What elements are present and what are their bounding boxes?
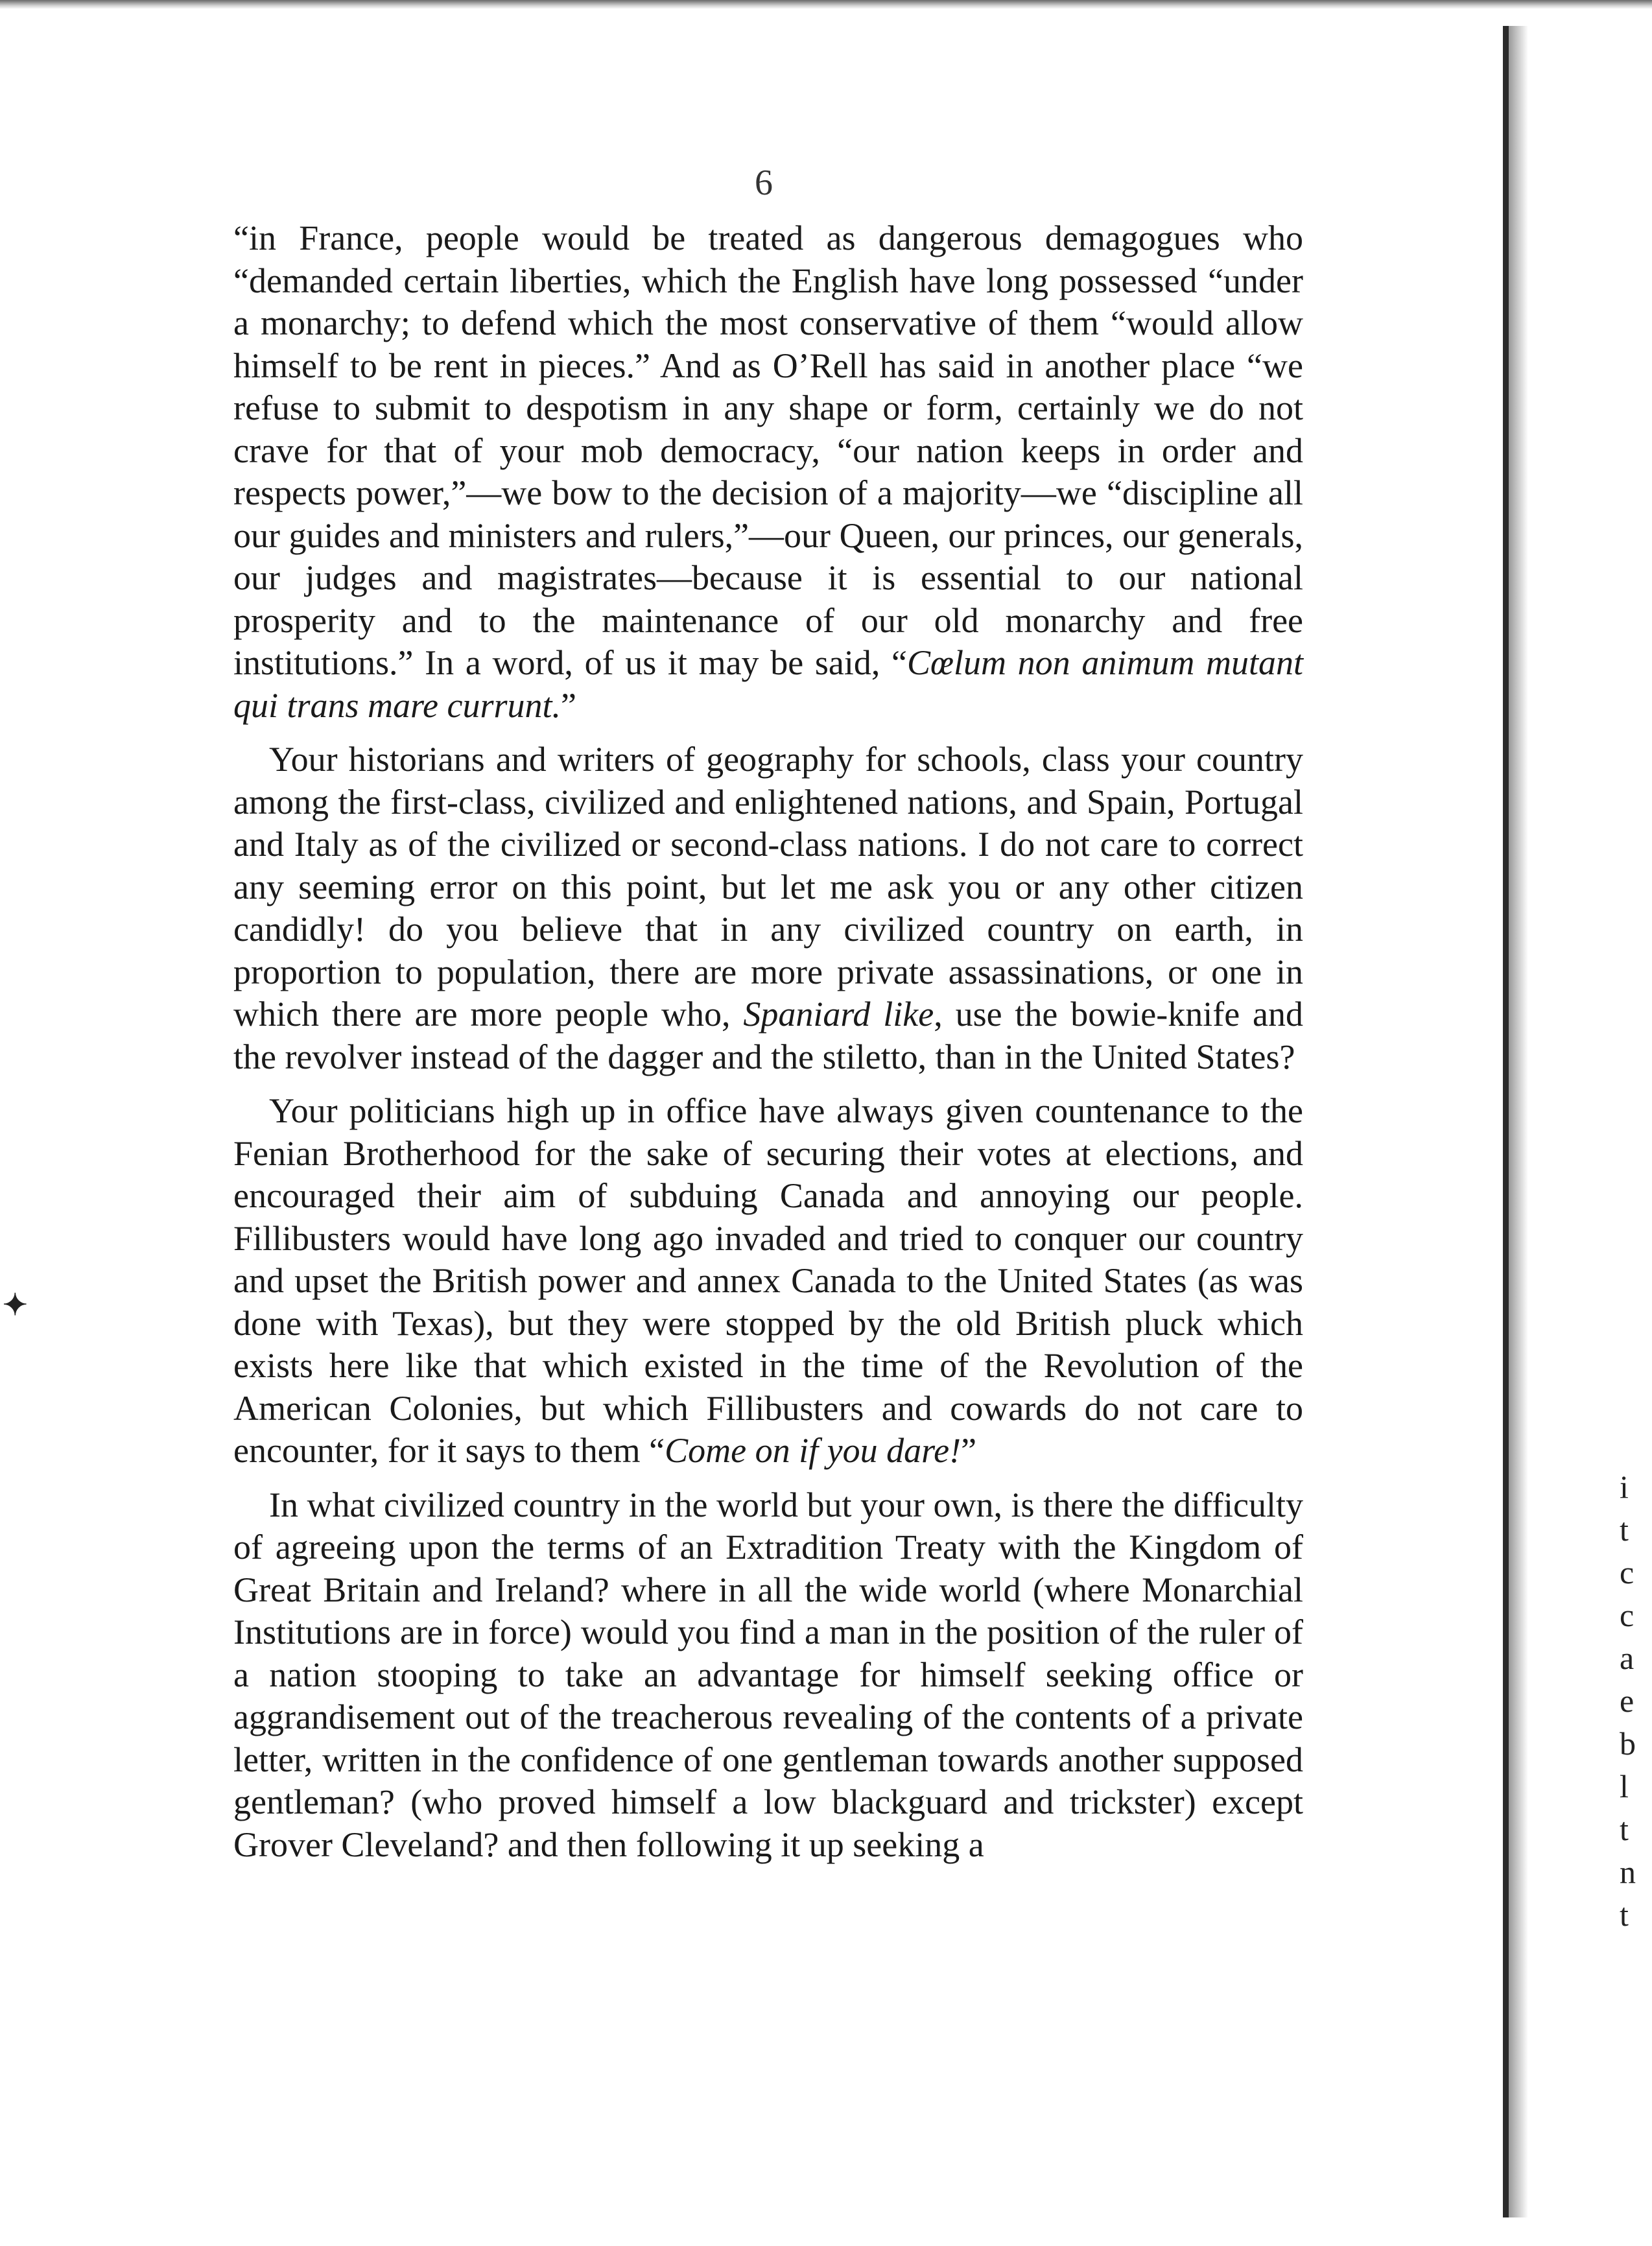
adjacent-page-letter: c [1620,1554,1634,1590]
paragraph [233,1090,1303,1472]
italic-phrase: Cœlum non animum mutant qui trans mare currunt. [233,643,1303,725]
book-spine [1503,26,1509,2217]
adjacent-page-letter: i [1620,1469,1629,1505]
adjacent-page-letter: e [1620,1683,1634,1719]
paragraph-text: In what civilized country in the world but your own, is there the difficulty of agreeing upon the terms of an Extradition Treaty with the Kingdom of Great Britain and Ireland? where in all the wide world (where Monarchial Institutions are in force) would you find a man in the position of the ruler of a nation stooping to take an advantage for himself seeking office or aggrandisement out of the treacherous revealing of the contents of a private letter, written in the confidence of one gentleman towards another supposed gentleman? (who proved himself a low blackguard and trickster) except Grover Cleveland? and then following it up seeking a [233,1485,1303,1864]
adjacent-page-letter: b [1620,1725,1636,1762]
paragraph-text: , use the bowie-knife and the revolver instead of the dagger and the stiletto, than in the United States? [233,995,1303,1076]
paragraph-text: “in France, people would be treated as dangerous demagogues who “demanded certain liberties, which the English have long possessed “under a monarchy; to defend which the most conservative of them “would allow himself to be rent in pieces.” And as O’Rell has said in another place “we refuse to submit to despotism in any shape or form, certainly we do not crave for that of your mob democracy, “our nation keeps in order and respects power,”—we bow to the decision of a majority—we “discipline all our guides and ministers and rulers,”—our Queen, our princes, our generals, our judges and magistrates—because it is essential to our national prosperity and to the maintenance of our old monarchy and free institutions.” In a word, of us it may be said, “ [233,219,1303,682]
adjacent-page-fragments [1620,1465,1652,1936]
paragraph [233,739,1303,1078]
page-top-edge [0,0,1652,9]
left-margin-mark: ✦ [3,1288,28,1321]
adjacent-page-letter: a [1620,1640,1634,1676]
adjacent-page-letter: l [1620,1768,1629,1804]
adjacent-page-letter: t [1620,1897,1629,1933]
paragraph-text: ” [961,1431,977,1470]
book-gutter-shadow [1509,26,1528,2217]
paragraph [233,1484,1303,1867]
adjacent-page-letter: t [1620,1811,1629,1847]
paragraph [233,217,1303,727]
page-number: 6 [755,163,773,203]
italic-phrase: Spaniard like [743,995,934,1034]
body-text [233,217,1303,1878]
italic-phrase: Come on if you dare! [665,1431,962,1470]
paragraph-text: Your politicians high up in office have always given countenance to the Fenian Brotherhood for the sake of securing their votes at elections, and encouraged their aim of subduing Canada and annoying our people. Fillibusters would have long ago invaded and tried to conquer our country and upset the British power and annex Canada to the United States (as was done with Texas), but they were stopped by the old British pluck which exists here like that which existed in the time of the Revolution of the American Colonies, but which Fillibusters and cowards do not care to encounter, for it says to them “ [233,1091,1303,1470]
adjacent-page-letter: t [1620,1511,1629,1548]
paragraph-text: ” [561,685,576,725]
paragraph-text: Your historians and writers of geography for schools, class your country among the first-class, civilized and enlightened nations, and Spain, Portugal and Italy as of the civilized or second-class nations. I do not care to correct any seeming error on this point, but let me ask you or any other citizen candidly! do you believe that in any civilized country on earth, in proportion to population, there are more private assassinations, or one in which there are more people who, [233,740,1303,1034]
adjacent-page-letter: c [1620,1597,1634,1633]
adjacent-page-letter: n [1620,1854,1636,1890]
